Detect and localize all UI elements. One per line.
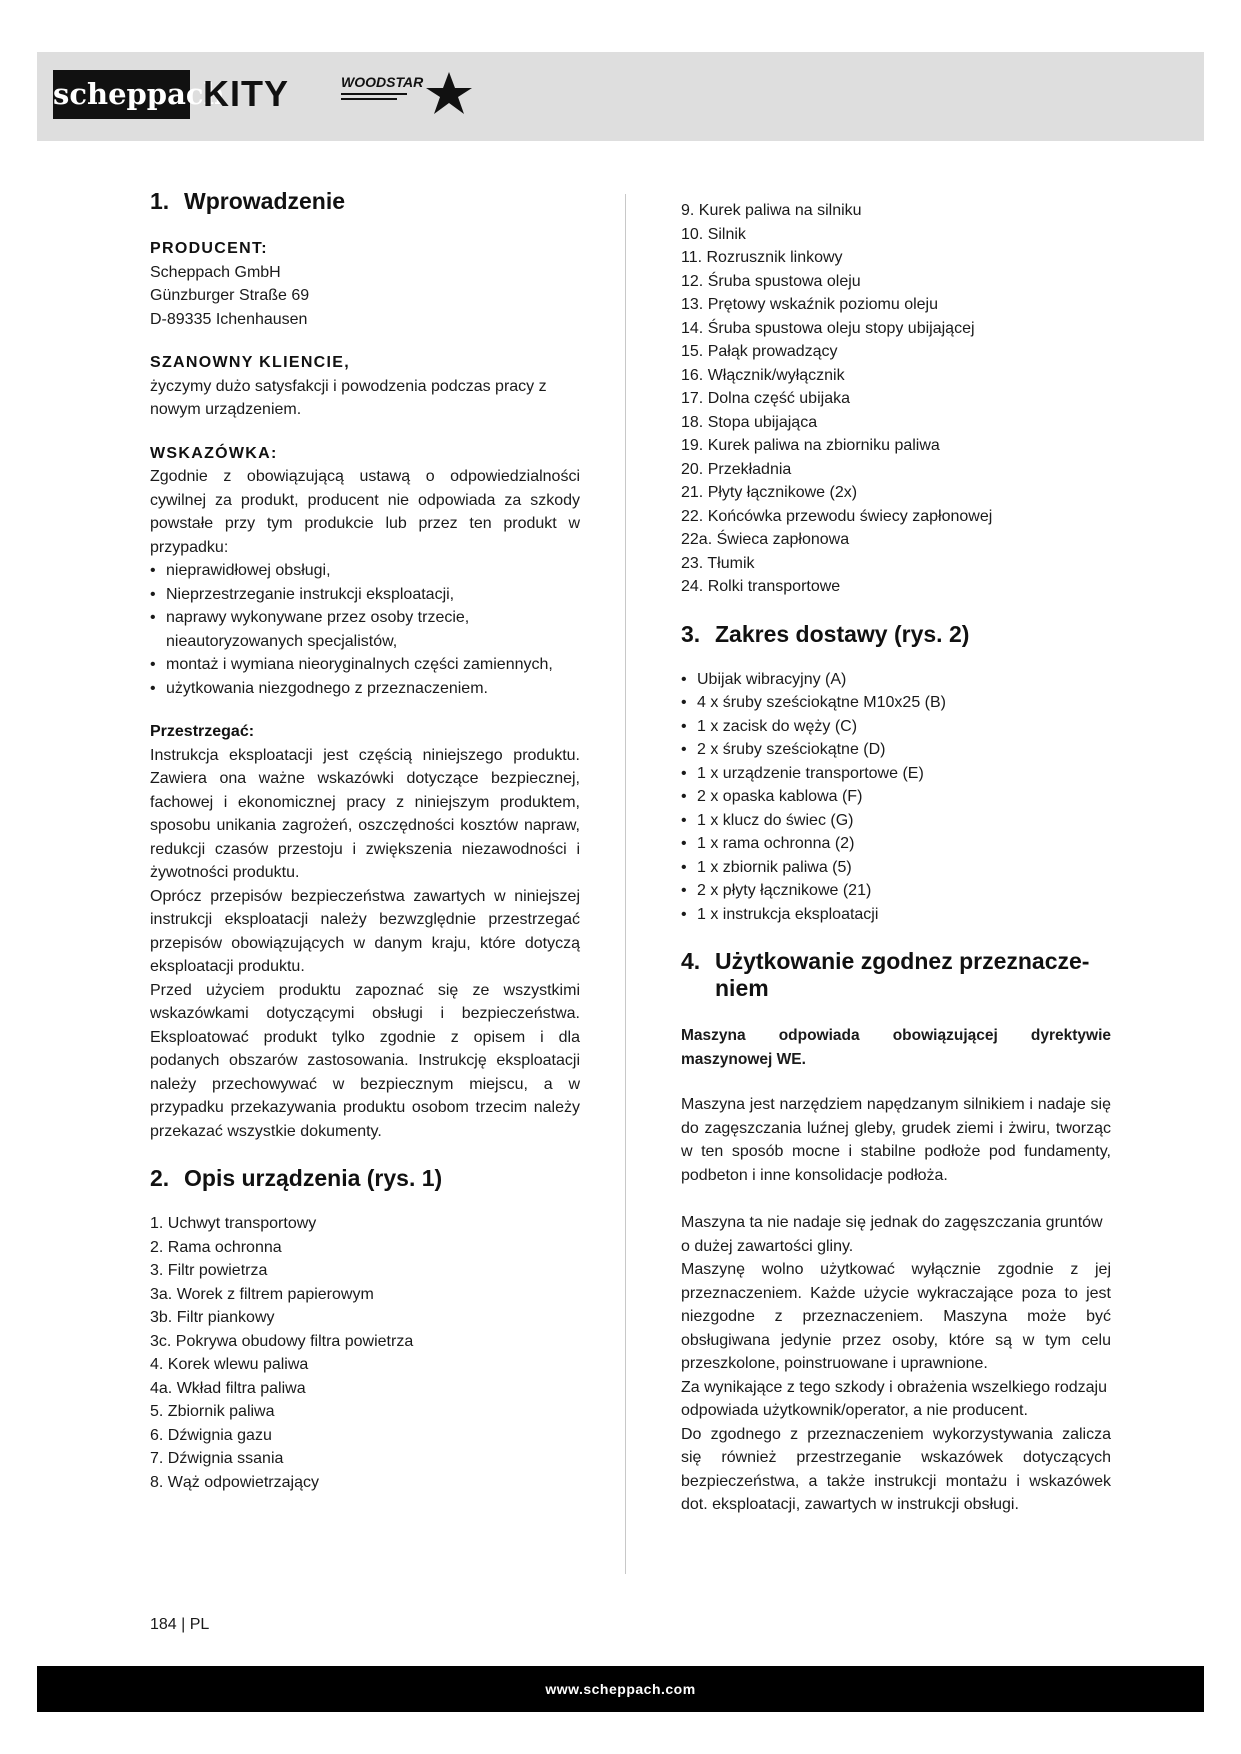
list-item: 12. Śruba spustowa oleju xyxy=(681,272,861,290)
list-item: 6. Dźwignia gazu xyxy=(150,1426,272,1444)
section-2-heading: 2. Opis urządzenia (rys. 1) xyxy=(150,1165,443,1191)
list-item: 4. Korek wlewu paliwa xyxy=(150,1356,309,1373)
observe-label: Przestrzegać: xyxy=(150,723,255,740)
list-item: 4a. Wkład filtra paliwa xyxy=(150,1379,306,1397)
intended-use-text: Maszyna ta nie nadaje się jednak do zagęszczania gruntów o dużej zawartości gliny. xyxy=(681,1214,1103,1255)
right-column xyxy=(681,199,1111,1517)
list-item: 3. Filtr powietrza xyxy=(150,1262,268,1279)
section-1-heading: 1. Wprowadzenie xyxy=(150,188,346,214)
list-item: 14. Śruba spustowa oleju stopy ubijającej xyxy=(681,319,975,337)
observe-text: Przed użyciem produktu zapoznać się ze wszystkimi wskazówkami dotyczącymi obsługi i bezpieczeństwa. Eksploatować produkt tylko zgodnie z opisem i dla podanych obszarów zastosowania. Instrukcję eksploatacji należy przechowywać w bezpiecznym miejscu, a w przypadku przekazywania produktu osobom trzecim należy przekazać wszystkie dokumenty. xyxy=(150,981,580,1140)
dear-customer-label: SZANOWNY KLIENCIE, xyxy=(150,354,351,371)
list-item: • Nieprzestrzeganie instrukcji eksploatacji, xyxy=(150,583,580,607)
woodstar-logo xyxy=(337,62,507,122)
list-item: • 2 x opaska kablowa (F) xyxy=(681,785,1111,809)
kity-logo: KITY xyxy=(203,73,290,114)
hint-list xyxy=(150,559,580,700)
list-item: 15. Pałąk prowadzący xyxy=(681,343,838,360)
intended-use-text: Za wynikające z tego szkody i obrażenia wszelkiego rodzaju odpowiada użytkownik/operator, a nie producent. xyxy=(681,1378,1107,1419)
list-item: 3a. Worek z filtrem papierowym xyxy=(150,1285,374,1303)
list-item: 5. Zbiornik paliwa xyxy=(150,1403,275,1420)
star-icon xyxy=(337,62,507,122)
list-item: 2. Rama ochronna xyxy=(150,1238,282,1256)
list-item: • 2 x płyty łącznikowe (21) xyxy=(681,879,1111,903)
observe-text: Oprócz przepisów bezpieczeństwa zawartych w niniejszej instrukcji eksploatacji należy bezwzględnie przestrzegać przepisów obowiązujących w danym kraju, które dotyczą eksploatacji produktu. xyxy=(150,887,580,975)
page-number: 184 | PL xyxy=(150,1616,210,1633)
list-item: • 2 x śruby sześciokątne (D) xyxy=(681,738,1111,762)
list-item: 13. Prętowy wskaźnik poziomu oleju xyxy=(681,296,939,313)
parts-list xyxy=(150,1212,580,1494)
footer-bar xyxy=(37,1666,1204,1712)
website-link[interactable]: www.scheppach.com xyxy=(545,1681,696,1697)
list-item: 9. Kurek paliwa na silniku xyxy=(681,202,862,219)
list-item: 19. Kurek paliwa na zbiorniku paliwa xyxy=(681,437,940,454)
parts-list-continued xyxy=(681,199,1111,599)
list-item: • 1 x urządzenie transportowe (E) xyxy=(681,762,1111,786)
section-3-heading: 3. Zakres dostawy (rys. 2) xyxy=(681,620,970,647)
producer-line: Günzburger Straße 69 xyxy=(150,287,310,304)
intended-use-text: Maszynę wolno użytkować wyłącznie zgodnie z jej przeznaczeniem. Każde użycie wykraczające poza to jest niezgodne z przeznaczeniem. Maszyna może być obsługiwana jedynie przez osoby, które są w tym celu przeszkolone, poinstruowane i uprawnione. xyxy=(681,1261,1111,1372)
list-item: • Ubijak wibracyjny (A) xyxy=(681,668,1111,692)
section-4-heading: 4. Użytkowanie zgodnez przeznacze- niem xyxy=(681,948,1090,1001)
list-item: 22. Końcówka przewodu świecy zapłonowej xyxy=(681,507,993,525)
list-item: 18. Stopa ubijająca xyxy=(681,413,818,431)
observe-text: Instrukcja eksploatacji jest częścią niniejszego produktu. Zawiera ona ważne wskazówki dotyczące bezpiecznej, fachowej i ekonomicznej pracy z niniejszym produktem, sposobu unikania zagrożeń, oszczędności kosztów napraw, redukcji czasów przestoju i zwiększenia niezawodności i żywotności produktu. xyxy=(150,746,580,881)
hint-label: WSKAZÓWKA: xyxy=(150,444,278,462)
list-item: 1. Uchwyt transportowy xyxy=(150,1215,317,1232)
dear-customer-text: życzymy dużo satysfakcji i powodzenia podczas pracy z nowym urządzeniem. xyxy=(150,377,547,418)
intended-use-text: Maszyna jest narzędziem napędzanym silnikiem i nadaje się do zagęszczania luźnej gleby, grudek ziemi i żwiru, tworząc w ten sposób mocne i stabilne podłoże pod fundamenty, podbeton i inne konsolidacje podłoża. xyxy=(681,1096,1111,1184)
list-item: • 4 x śruby sześciokątne M10x25 (B) xyxy=(681,691,1111,715)
list-item: • 1 x zbiornik paliwa (5) xyxy=(681,856,1111,880)
list-item: 16. Włącznik/wyłącznik xyxy=(681,366,845,384)
list-item: 24. Rolki transportowe xyxy=(681,578,841,595)
list-item: • 1 x zacisk do węży (C) xyxy=(681,715,1111,739)
list-item: • 1 x klucz do świec (G) xyxy=(681,809,1111,833)
list-item: 3b. Filtr piankowy xyxy=(150,1309,275,1326)
intended-use-text: Do zgodnego z przeznaczeniem wykorzystywania zalicza się również przestrzeganie wskazówek dotyczących bezpieczeństwa, a także instrukcji montażu i wskazówek dot. eksploatacji, zawartych w instrukcji obsługi. xyxy=(681,1425,1111,1513)
list-item: • 1 x instrukcja eksploatacji xyxy=(681,903,1111,927)
list-item: • naprawy wykonywane przez osoby trzecie, nieautoryzowanych specjalistów, xyxy=(150,606,580,653)
delivery-list xyxy=(681,668,1111,927)
list-item: • montaż i wymiana nieoryginalnych części zamiennych, xyxy=(150,653,580,677)
producer-label: PRODUCENT: xyxy=(150,240,268,257)
left-column xyxy=(150,188,580,1494)
hint-text: Zgodnie z obowiązującą ustawą o odpowiedzialności cywilnej za produkt, producent nie odpowiada za szkody powstałe przy tym produkcie lub przez ten produkt w przypadku: xyxy=(150,468,580,556)
directive-note: Maszyna odpowiada obowiązującej dyrektywie maszynowej WE. xyxy=(681,1027,1111,1068)
list-item: • użytkowania niezgodnego z przeznaczeniem. xyxy=(150,677,580,701)
list-item: 22a. Świeca zapłonowa xyxy=(681,531,850,548)
producer-line: D-89335 Ichenhausen xyxy=(150,310,308,328)
list-item: 11. Rozrusznik linkowy xyxy=(681,249,843,266)
list-item: 23. Tłumik xyxy=(681,554,755,572)
brand-header xyxy=(37,52,1204,141)
list-item: • 1 x rama ochronna (2) xyxy=(681,832,1111,856)
producer-line: Scheppach GmbH xyxy=(150,263,281,281)
list-item: 17. Dolna część ubijaka xyxy=(681,390,850,407)
list-item: 7. Dźwignia ssania xyxy=(150,1450,284,1467)
woodstar-logo-text: WOODSTAR xyxy=(341,74,424,90)
list-item: 20. Przekładnia xyxy=(681,460,792,478)
list-item: 3c. Pokrywa obudowy filtra powietrza xyxy=(150,1332,414,1350)
list-item: • nieprawidłowej obsługi, xyxy=(150,559,580,583)
list-item: 8. Wąż odpowietrzający xyxy=(150,1473,319,1491)
column-divider xyxy=(625,194,626,1574)
scheppach-logo: scheppach xyxy=(53,70,190,119)
list-item: 21. Płyty łącznikowe (2x) xyxy=(681,484,858,501)
list-item: 10. Silnik xyxy=(681,225,746,243)
